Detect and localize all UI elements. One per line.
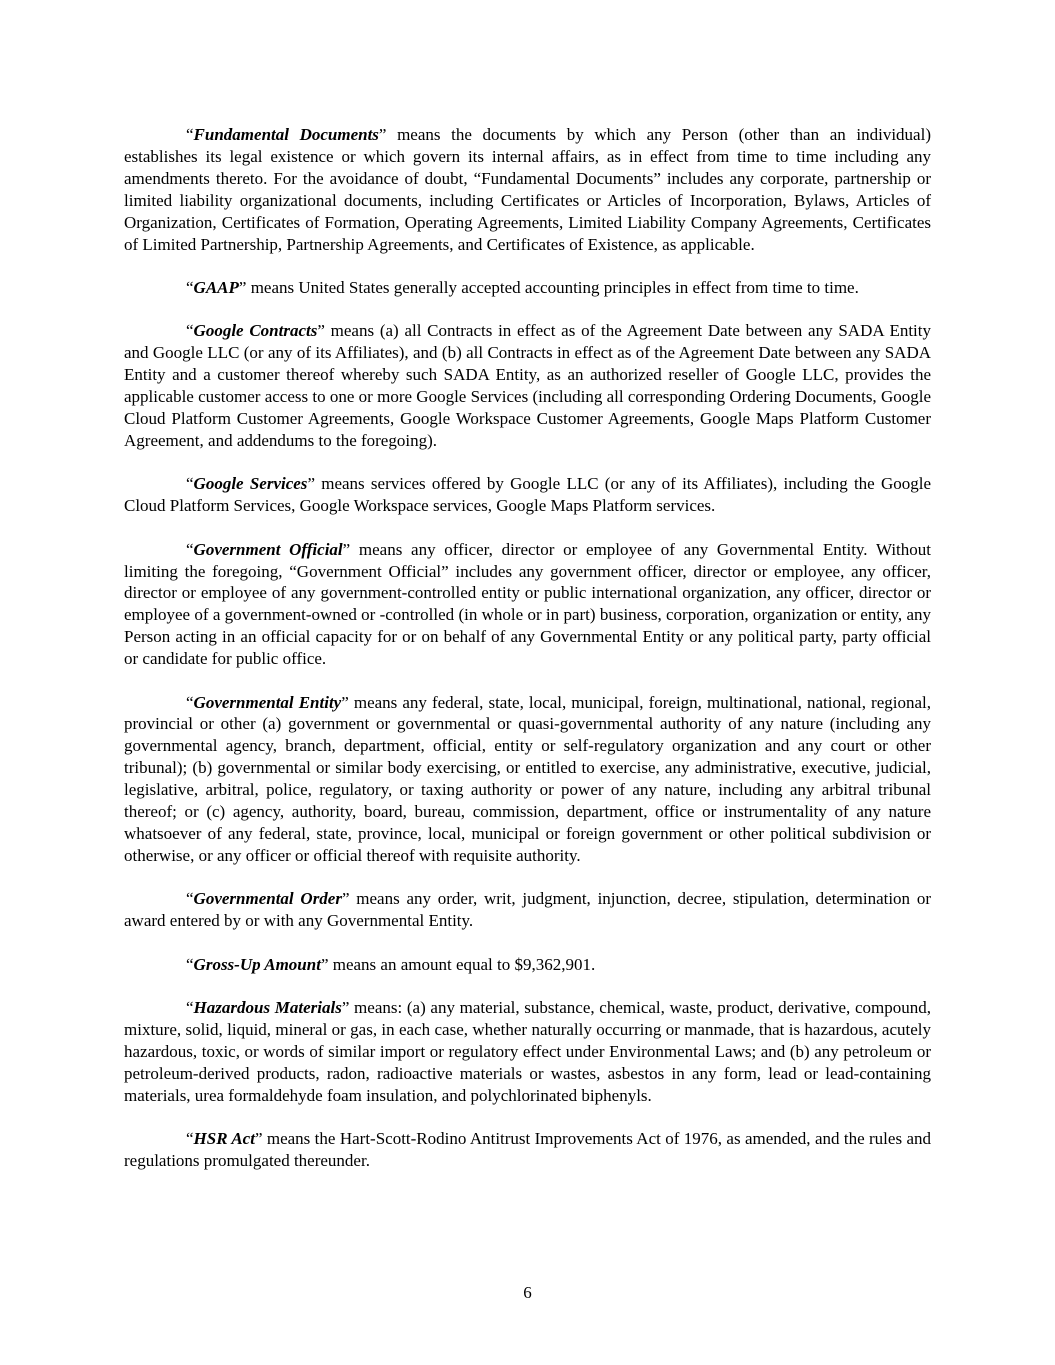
open-quote: “ xyxy=(186,277,194,297)
defined-term: HSR Act xyxy=(193,1129,255,1149)
definition-governmental-order xyxy=(124,888,931,932)
open-quote: “ xyxy=(186,889,194,909)
close-quote: ” xyxy=(238,277,247,297)
close-quote: ” xyxy=(254,1129,263,1149)
close-quote: ” xyxy=(341,889,350,909)
definition-text: means any officer, director or employee of any Governmental Entity. Without limiting the foregoing, “Government Official” includes any government officer, director or employee, any officer, director or employee of any government-controlled entity or public international organization, any officer, director or employee of a government-owned or -controlled (in whole or in part) business, corporation, organization or entity, any Person acting in an official capacity for or on behalf of any Governmental Entity or any political party, party official or candidate for public office. xyxy=(124,539,931,669)
definition-google-services xyxy=(124,473,931,517)
defined-term: GAAP xyxy=(193,277,239,297)
definition-google-contracts xyxy=(124,320,931,451)
defined-term: Fundamental Documents xyxy=(193,125,379,144)
close-quote: ” xyxy=(317,321,325,341)
definition-text: means services offered by Google LLC (or any of its Affiliates), including the Google Cloud Platform Services, Google Workspace services, Google Maps Platform services. xyxy=(124,474,931,516)
definition-government-official xyxy=(124,539,931,670)
defined-term: Governmental Order xyxy=(193,889,342,909)
open-quote: “ xyxy=(186,539,194,559)
definition-text: means United States generally accepted accounting principles in effect from time to time. xyxy=(246,277,859,297)
definition-hsr-act xyxy=(124,1128,931,1172)
definition-text: means any order, writ, judgment, injunction, decree, stipulation, determination or award entered by or with any Governmental Entity. xyxy=(124,889,931,931)
open-quote: “ xyxy=(186,692,194,712)
defined-term: Hazardous Materials xyxy=(193,998,342,1017)
definition-fundamental-documents xyxy=(124,124,931,255)
close-quote: ” xyxy=(378,125,387,144)
page-number: 6 xyxy=(523,1283,532,1302)
definition-gross-up-amount xyxy=(124,954,931,976)
open-quote: “ xyxy=(186,1129,194,1149)
definition-text: means the documents by which any Person (other than an individual) establishes its legal existence or which govern its internal affairs, as in effect from time to time including any amendments thereto. For the avoidance of doubt, “Fundamental Documents” includes any corporate, partnership or limited liability organizational documents, including Certificates or Articles of Incorporation, Bylaws, Articles of Organization, Certificates of Formation, Operating Agreements, Limited Liability Company Agreements, Certificates of Limited Partnership, Partnership Agreements, and Certificates of Existence, as applicable. xyxy=(124,125,931,254)
defined-term: Gross-Up Amount xyxy=(193,954,321,974)
definition-text: means an amount equal to $9,362,901. xyxy=(328,954,596,974)
close-quote: ” xyxy=(341,998,350,1017)
defined-term: Google Contracts xyxy=(193,321,318,341)
definition-governmental-entity xyxy=(124,692,931,867)
open-quote: “ xyxy=(186,125,194,144)
definition-text: means (a) all Contracts in effect as of the Agreement Date between any SADA Entity and Google LLC (or any of its Affiliates), and (b) all Contracts in effect as of the Agreement Date between any SADA Entity and a customer thereof whereby such SADA Entity, as an authorized reseller of Google LLC, provides the applicable customer access to one or more Google Services (including all corresponding Ordering Documents, Google Cloud Platform Customer Agreements, Google Workspace Customer Agreements, Google Maps Platform Customer Agreement, and addendums to the foregoing). xyxy=(124,321,931,450)
definition-text: means any federal, state, local, municipal, foreign, multinational, national, regional, provincial or other (a) government or governmental or quasi-governmental authority of any nature (including any governmental agency, branch, department, official, entity or self-regulatory organization and any court or other tribunal); (b) governmental or similar body exercising, or entitled to exercise, any administrative, executive, judicial, legislative, arbitral, police, regulatory, or taxing authority or power of any nature, including any arbitral tribunal thereof; or (c) agency, authority, board, bureau, commission, department, office or instrumentality of any nature whatsoever of any federal, state, province, local, municipal or foreign government or other political subdivision or otherwise, or any officer or official thereof with requisite authority. xyxy=(124,692,931,865)
document-body xyxy=(124,124,931,1193)
close-quote: ” xyxy=(320,954,329,974)
close-quote: ” xyxy=(342,539,351,559)
close-quote: ” xyxy=(341,692,349,712)
defined-term: Google Services xyxy=(193,474,308,494)
definition-gaap xyxy=(124,277,931,299)
defined-term: Government Official xyxy=(193,539,343,559)
open-quote: “ xyxy=(186,321,194,341)
close-quote: ” xyxy=(307,474,315,494)
defined-term: Governmental Entity xyxy=(193,692,342,712)
definition-text: means the Hart-Scott-Rodino Antitrust Improvements Act of 1976, as amended, and the rules and regulations promulgated thereunder. xyxy=(124,1129,932,1170)
definition-text: means: (a) any material, substance, chemical, waste, product, derivative, compound, mixture, solid, liquid, mineral or gas, in each case, whether naturally occurring or manmade, that is hazardous, acutely hazardous, toxic, or words of similar import or regulatory effect under Environmental Laws; and (b) any petroleum or petroleum-derived products, radon, radioactive materials or wastes, asbestos in any form, lead or lead-containing materials, urea formaldehyde foam insulation, and polychlorinated biphenyls. xyxy=(124,998,931,1105)
open-quote: “ xyxy=(186,954,194,974)
definition-hazardous-materials xyxy=(124,997,931,1107)
open-quote: “ xyxy=(186,998,194,1017)
open-quote: “ xyxy=(186,474,194,494)
